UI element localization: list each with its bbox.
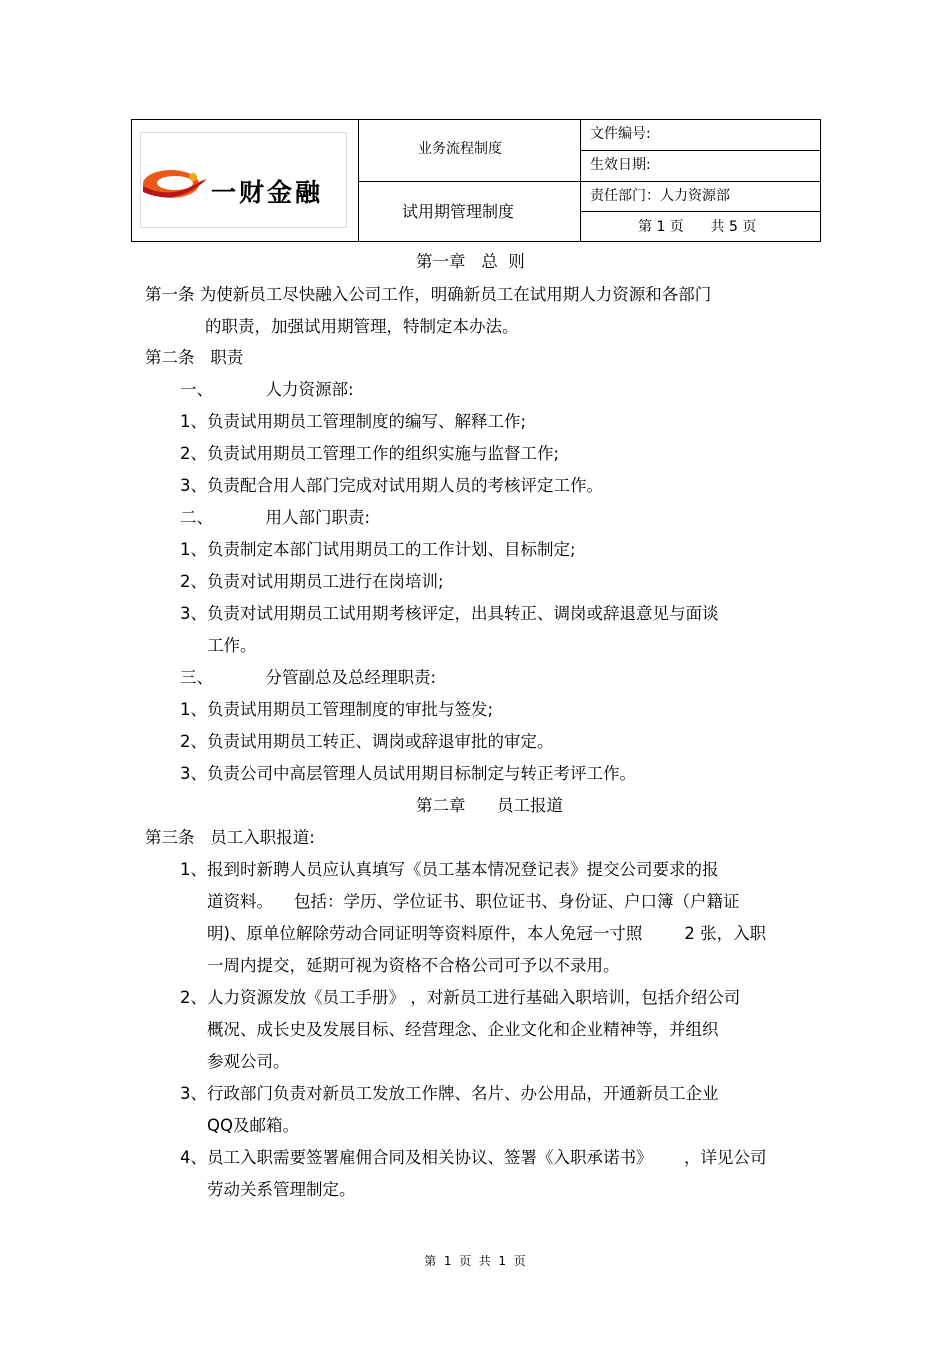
list-item: 3、负责对试用期员工试用期考核评定，出具转正、调岗或辞退意见与面谈 [180,604,719,623]
page-info: 第 1 页 共 5 页 [638,219,757,235]
list-item: 2、负责试用期员工管理工作的组织实施与监督工作; [180,444,560,463]
logo-text: 一财金融 [211,178,324,207]
list-item: 2、负责试用期员工转正、调岗或辞退审批的审定。 [180,732,554,751]
list-item: 明)、原单位解除劳动合同证明等资料原件，本人免冠一寸照 2 张，入职 [207,924,767,943]
logo-swoosh-icon [141,159,211,209]
list-item: 一周内提交，延期可视为资格不合格公司可予以不录用。 [207,956,620,975]
list-item: 劳动关系管理制定。 [207,1180,356,1199]
doc-title: 试用期管理制度 [402,202,515,221]
list-item: 2、人力资源发放《员工手册》 ，对新员工进行基础入职培训，包括介绍公司 [180,988,741,1007]
section-heading: 三、 分管副总及总经理职责: [180,668,437,687]
doc-number-label: 文件编号: [590,126,651,142]
list-item: QQ及邮箱。 [207,1116,299,1135]
list-item: 道资料。 包括：学历、学位证书、职位证书、身份证、户口簿（户籍证 [207,892,740,911]
list-item: 1、负责试用期员工管理制度的编写、解释工作; [180,412,527,431]
list-item: 3、负责配合用人部门完成对试用期人员的考核评定工作。 [180,476,603,495]
department-label: 责任部门：人力资源部 [590,188,730,204]
article-heading: 第二条 职责 [145,348,244,367]
article-heading: 第三条 员工入职报道: [145,828,315,847]
divider [580,211,820,212]
list-item: 4、员工入职需要签署雇佣合同及相关协议、签署《入职承诺书》 ，详见公司 [180,1148,767,1167]
list-item: 3、行政部门负责对新员工发放工作牌、名片、办公用品，开通新员工企业 [180,1084,719,1103]
chapter-heading: 第二章 员工报道 [416,796,563,815]
doc-category: 业务流程制度 [418,141,502,157]
chapter-heading: 第一章 总 则 [416,252,525,271]
divider [580,181,820,182]
article-line: 的职责，加强试用期管理，特制定本办法。 [205,317,519,336]
divider [580,150,820,151]
section-heading: 二、 用人部门职责: [180,508,371,527]
list-item: 1、报到时新聘人员应认真填写《员工基本情况登记表》提交公司要求的报 [180,860,719,879]
list-item: 1、负责制定本部门试用期员工的工作计划、目标制定; [180,540,576,559]
page-footer: 第 1 页 共 1 页 [424,1254,526,1268]
effective-date-label: 生效日期: [590,157,651,173]
section-heading: 一、 人力资源部: [180,380,354,399]
list-item: 2、负责对试用期员工进行在岗培训; [180,572,444,591]
list-item: 1、负责试用期员工管理制度的审批与签发; [180,700,494,719]
list-item: 概况、成长史及发展目标、经营理念、企业文化和企业精神等，并组织 [207,1020,719,1039]
list-item: 3、负责公司中高层管理人员试用期目标制定与转正考评工作。 [180,764,636,783]
divider [358,181,580,182]
header-table [131,119,821,242]
list-item: 工作。 [207,636,257,655]
list-item: 参观公司。 [207,1052,290,1071]
company-logo [140,132,347,228]
article-line: 第一条 为使新员工尽快融入公司工作，明确新员工在试用期人力资源和各部门 [145,285,712,304]
